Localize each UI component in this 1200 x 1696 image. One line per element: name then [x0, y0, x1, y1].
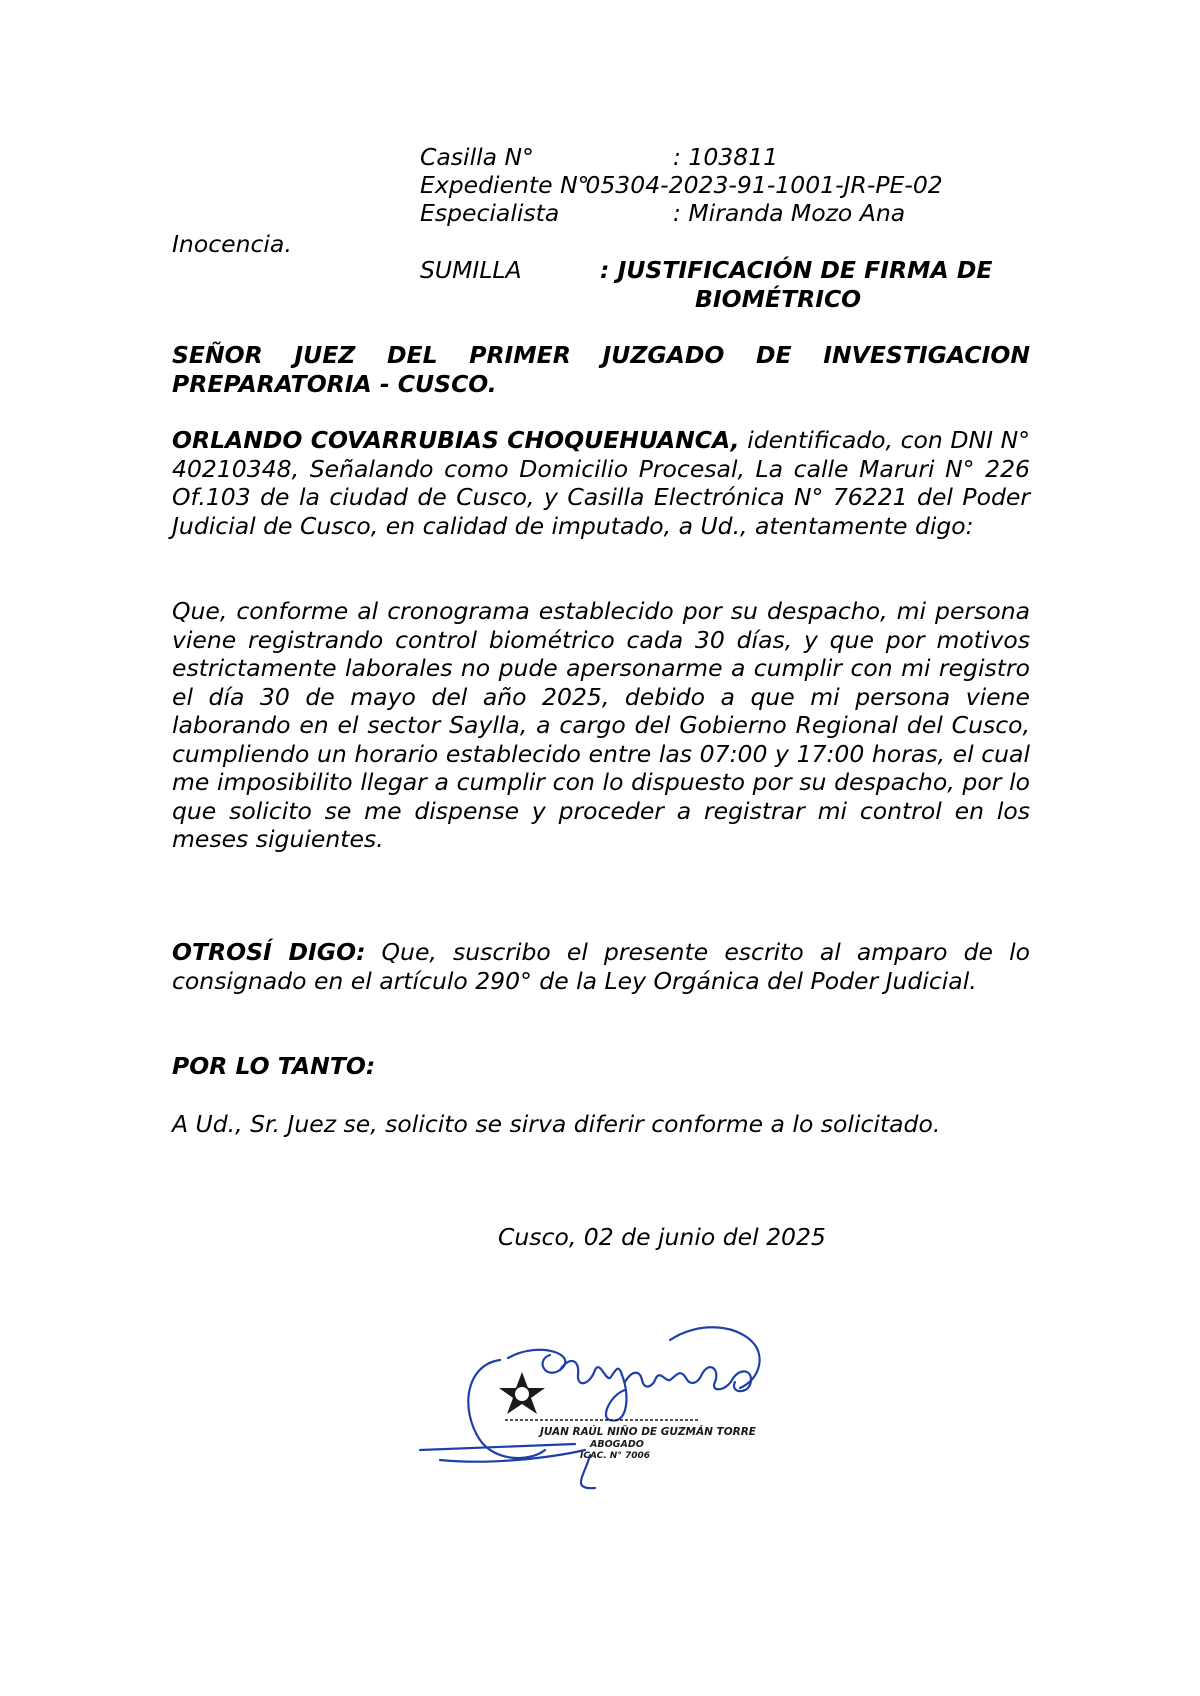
notary-seal-icon [499, 1372, 545, 1414]
handwritten-signature [420, 1327, 760, 1488]
expediente-value: : 05304-2023-91-1001-JR-PE-02 [570, 171, 943, 199]
otrosi-text: Que, suscribo el presente escrito al amparo de lo consignado en el artículo 290° de la Ley Orgánica del Poder Judicial. [172, 938, 1030, 995]
por-lo-tanto-heading: POR LO TANTO: [172, 1052, 376, 1080]
request-line: A Ud., Sr. Juez se, solicito se sirva diferir conforme a lo solicitado. [172, 1110, 941, 1138]
expediente-label: Expediente N° [420, 171, 590, 199]
petitioner-name: ORLANDO COVARRUBIAS CHOQUEHUANCA, [172, 426, 740, 454]
especialista-continuation: Inocencia. [172, 230, 292, 258]
sumilla-value-line2: BIOMÉTRICO [695, 285, 862, 313]
stamp-text [538, 1425, 757, 1461]
addressee [172, 341, 1030, 398]
otrosi-paragraph [172, 938, 1030, 995]
date-line: Cusco, 02 de junio del 2025 [498, 1223, 826, 1251]
casilla-label: Casilla N° [420, 143, 534, 171]
stamp-name: JUAN RAÚL NIÑO DE GUZMÁN TORRE [540, 1426, 756, 1438]
addressee-line2: PREPARATORIA - CUSCO. [172, 369, 497, 398]
sumilla-value-line1: : JUSTIFICACIÓN DE FIRMA DE [600, 256, 993, 284]
intro-text: identificado, con DNI N° 40210348, Señalando como Domicilio Procesal, La calle Maruri N° 226 Of.103 de la ciudad de Cusco, y Casilla Electrónica N° 76221 del Poder Judicial de Cusco, en calidad de imputado, a Ud., atentamente digo: [172, 426, 1030, 540]
stamp-title: ABOGADO [590, 1439, 644, 1450]
otrosi-label: OTROSÍ DIGO: [172, 938, 366, 966]
especialista-label: Especialista [420, 199, 560, 227]
casilla-value: : 103811 [673, 143, 779, 171]
especialista-value: : Miranda Mozo Ana [673, 199, 906, 227]
stamp-registry: ICAC. N° 7006 [580, 1451, 651, 1461]
sumilla-label: SUMILLA [420, 256, 522, 284]
intro-paragraph [172, 426, 1030, 540]
body-paragraph: Que, conforme al cronograma establecido por su despacho, mi persona viene registrando control biométrico cada 30 días, y que por motivos estrictamente laborales no pude apersonarme a cumplir con mi registro el día 30 de mayo del año 2025, debido a que mi persona viene laborando en el sector Saylla, a cargo del Gobierno Regional del Cusco, cumpliendo un horario establecido entre las 07:00 y 17:00 horas, el cual me imposibilito llegar a cumplir con lo dispuesto por su despacho, por lo que solicito se me dispense y proceder a registrar mi control en los meses siguientes. [172, 597, 1030, 853]
addressee-line1: SEÑOR JUEZ DEL PRIMER JUZGADO DE INVESTIGACION [172, 341, 1030, 369]
signature-stamp [410, 1300, 805, 1500]
